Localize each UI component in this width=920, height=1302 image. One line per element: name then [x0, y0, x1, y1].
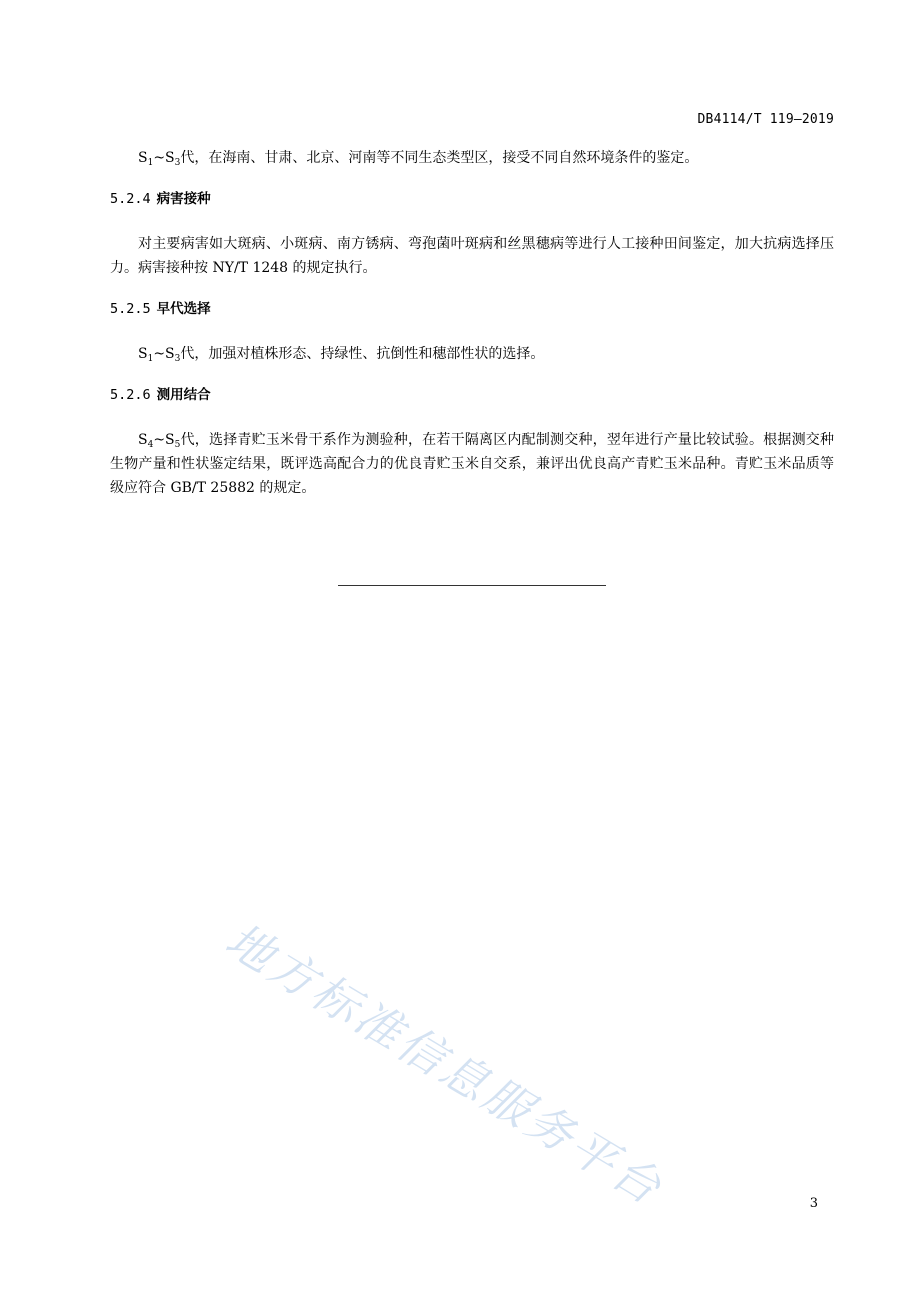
generation-subscript: 1 [147, 158, 154, 168]
generation-range: ~S [153, 346, 175, 362]
section-number: 5.2.6 [110, 387, 151, 403]
watermark: 地方标准信息服务平台 [216, 912, 673, 1217]
generation-subscript: 4 [147, 440, 154, 450]
section-title: 早代选择 [156, 301, 211, 317]
paragraph-disease-inoculation: 对主要病害如大斑病、小斑病、南方锈病、弯孢菌叶斑病和丝黑穗病等进行人工接种田间鉴定，加大抗病选择压力。病害接种按 NY/T 1248 的规定执行。 [110, 236, 834, 276]
generation-subscript: 1 [147, 354, 154, 364]
paragraph-text: 代，选择青贮玉米骨干系作为测验种，在若干隔离区内配制测交种，翌年进行产量比较试验。根据测交种生物产量和性状鉴定结果，既评选高配合力的优良青贮玉米自交系，兼评出优良高产青贮玉米品种。青贮玉米品质等级应符合 GB/T 25882 的规定。 [110, 432, 834, 496]
generation-subscript: 3 [174, 354, 181, 364]
paragraph-text: 代，加强对植株形态、持绿性、抗倒性和穗部性状的选择。 [180, 346, 545, 362]
generation-symbol: S [138, 346, 148, 362]
generation-symbol: S [138, 432, 148, 448]
page-number: 3 [809, 1196, 818, 1211]
document-body [110, 146, 834, 500]
end-of-standard-rule [338, 585, 606, 586]
section-title: 测用结合 [156, 387, 211, 403]
paragraph-test-and-use [110, 428, 834, 500]
section-number: 5.2.5 [110, 301, 151, 317]
paragraph-early-generation-selection [110, 342, 834, 366]
section-number: 5.2.4 [110, 191, 151, 207]
generation-symbol: S [138, 150, 148, 166]
section-heading-5-2-4 [110, 189, 834, 209]
generation-range: ~S [153, 432, 175, 448]
section-heading-5-2-6 [110, 385, 834, 405]
section-title: 病害接种 [156, 191, 211, 207]
paragraph-multi-location-test [110, 146, 834, 170]
standard-code: DB4114/T 119—2019 [697, 112, 834, 127]
generation-subscript: 5 [174, 440, 181, 450]
paragraph-text: 代，在海南、甘肃、北京、河南等不同生态类型区，接受不同自然环境条件的鉴定。 [180, 150, 699, 166]
generation-range: ~S [153, 150, 175, 166]
section-heading-5-2-5 [110, 299, 834, 319]
generation-subscript: 3 [174, 158, 181, 168]
